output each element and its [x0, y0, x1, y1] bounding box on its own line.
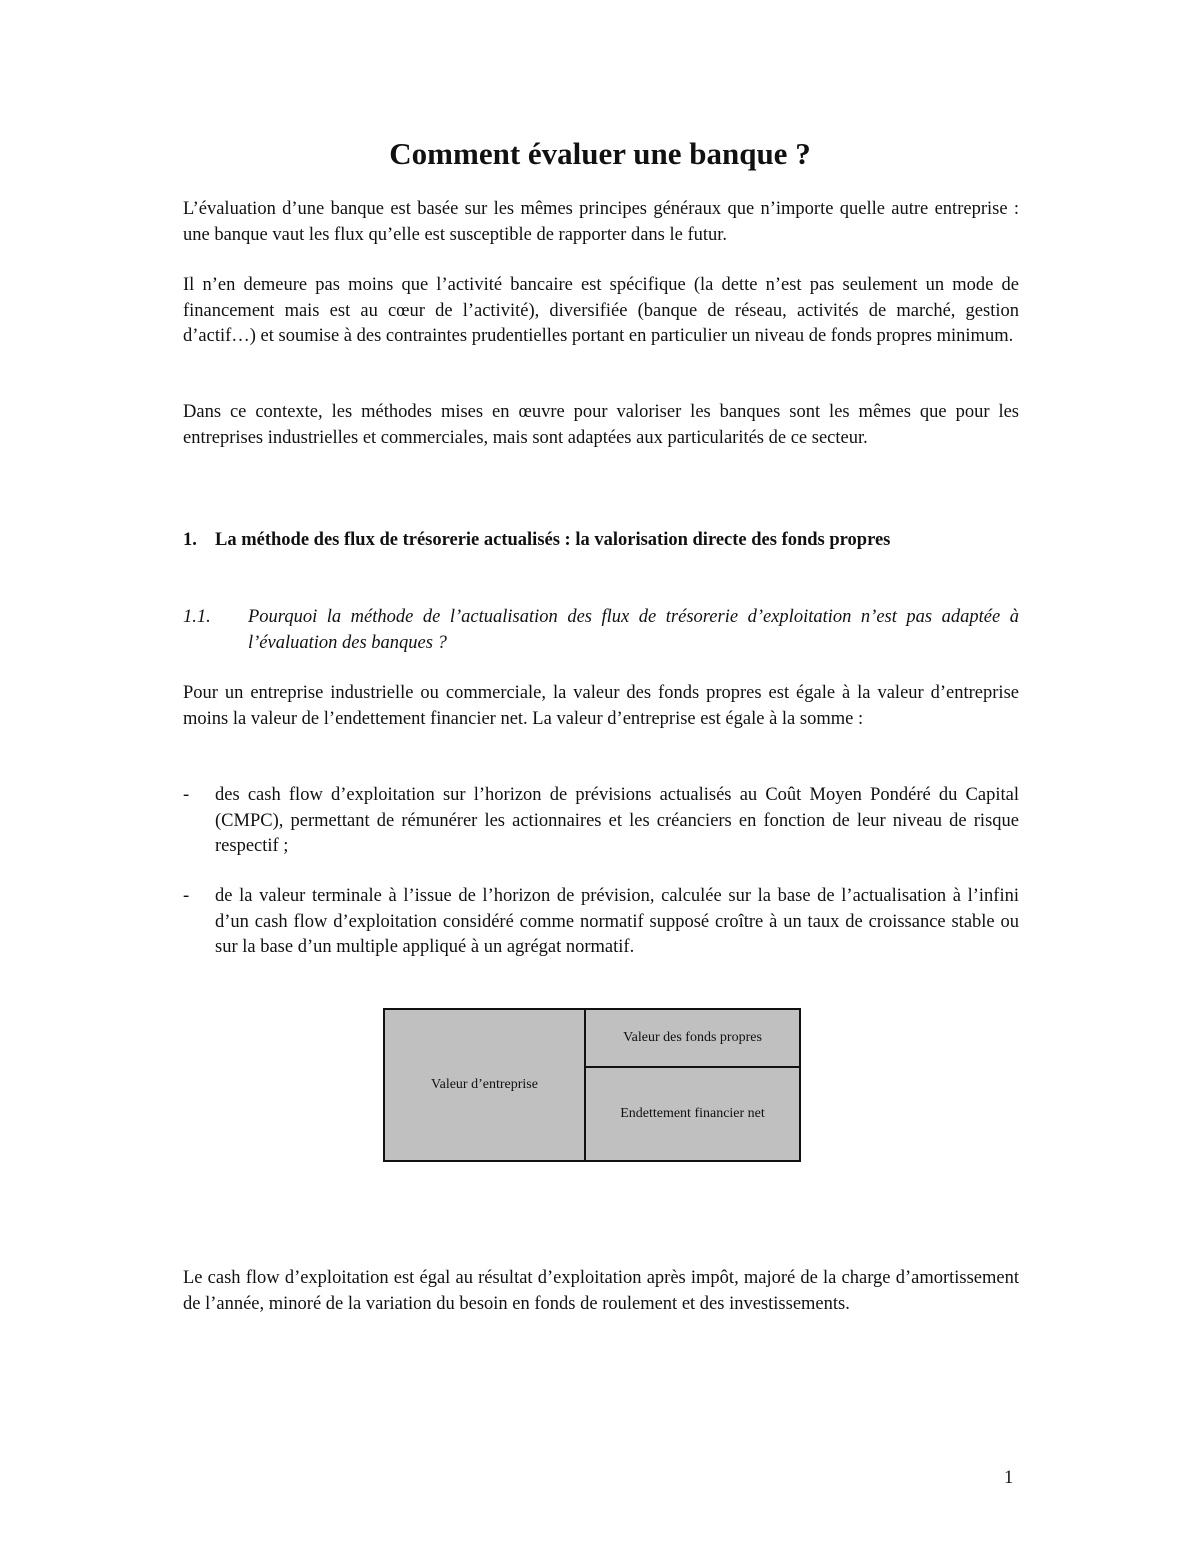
net-debt-label: Endettement financier net [620, 1106, 765, 1121]
document-title: Comment évaluer une banque ? [389, 136, 811, 171]
intro-paragraph-1: L’évaluation d’une banque est basée sur les mêmes principes généraux que n’importe quelle autre entreprise : une banque vaut les flux qu’elle est susceptible de rapporter dans le futur. [183, 199, 1019, 245]
diagram-right-column [586, 1010, 799, 1160]
body-paragraph-2: Le cash flow d’exploitation est égal au résultat d’exploitation après impôt, majoré de la charge d’amortissement de l’année, minoré de la variation du besoin en fonds de roulement et des investissements. [183, 1268, 1019, 1314]
intro-paragraph-3: Dans ce contexte, les méthodes mises en œuvre pour valoriser les banques sont les mêmes que pour les entreprises industrielles et commerciales, mais sont adaptées aux particularités de ce secteur. [183, 402, 1019, 448]
bullet-dash: - [183, 886, 190, 906]
list-item [183, 783, 1019, 860]
enterprise-value-diagram [383, 1008, 801, 1162]
section-1-1-number: 1.1. [183, 607, 211, 627]
bullet-text: de la valeur terminale à l’issue de l’horizon de prévision, calculée sur la base de l’actualisation à l’infini d’un cash flow d’exploitation considéré comme normatif supposé croître à un taux de croissance stable ou sur la base d’un multiple appliqué à un agrégat normatif. [215, 886, 1019, 957]
bullet-dash: - [183, 785, 190, 805]
section-1-title: La méthode des flux de trésorerie actualisés : la valorisation directe des fonds propres [215, 530, 891, 550]
page-number: 1 [1004, 1468, 1014, 1488]
section-1-heading [183, 528, 1019, 554]
section-1-1-title: Pourquoi la méthode de l’actualisation des flux de trésorerie d’exploitation n’est pas adaptée à l’évaluation des banques ? [248, 607, 1019, 653]
section-1-number: 1. [183, 530, 197, 550]
net-debt-cell [586, 1068, 799, 1160]
equity-value-cell [586, 1010, 799, 1068]
section-1-1-heading [183, 605, 1019, 656]
list-item [183, 884, 1019, 961]
enterprise-value-label: Valeur d’entreprise [431, 1077, 538, 1092]
bullet-text: des cash flow d’exploitation sur l’horizon de prévisions actualisés au Coût Moyen Pondéré du Capital (CMPC), permettant de rémunérer les actionnaires et les créanciers en fonction de leur niveau de risque respectif ; [215, 785, 1019, 856]
enterprise-value-cell [385, 1010, 586, 1160]
equity-value-label: Valeur des fonds propres [623, 1030, 762, 1045]
body-paragraph-1: Pour un entreprise industrielle ou commerciale, la valeur des fonds propres est égale à la valeur d’entreprise moins la valeur de l’endettement financier net. La valeur d’entreprise est égale à la somme : [183, 683, 1019, 729]
intro-paragraph-2: Il n’en demeure pas moins que l’activité bancaire est spécifique (la dette n’est pas seulement un mode de financement mais est au cœur de l’activité), diversifiée (banque de réseau, activités de marché, gestion d’actif…) et soumise à des contraintes prudentielles portant en particulier un niveau de fonds propres minimum. [183, 275, 1019, 346]
